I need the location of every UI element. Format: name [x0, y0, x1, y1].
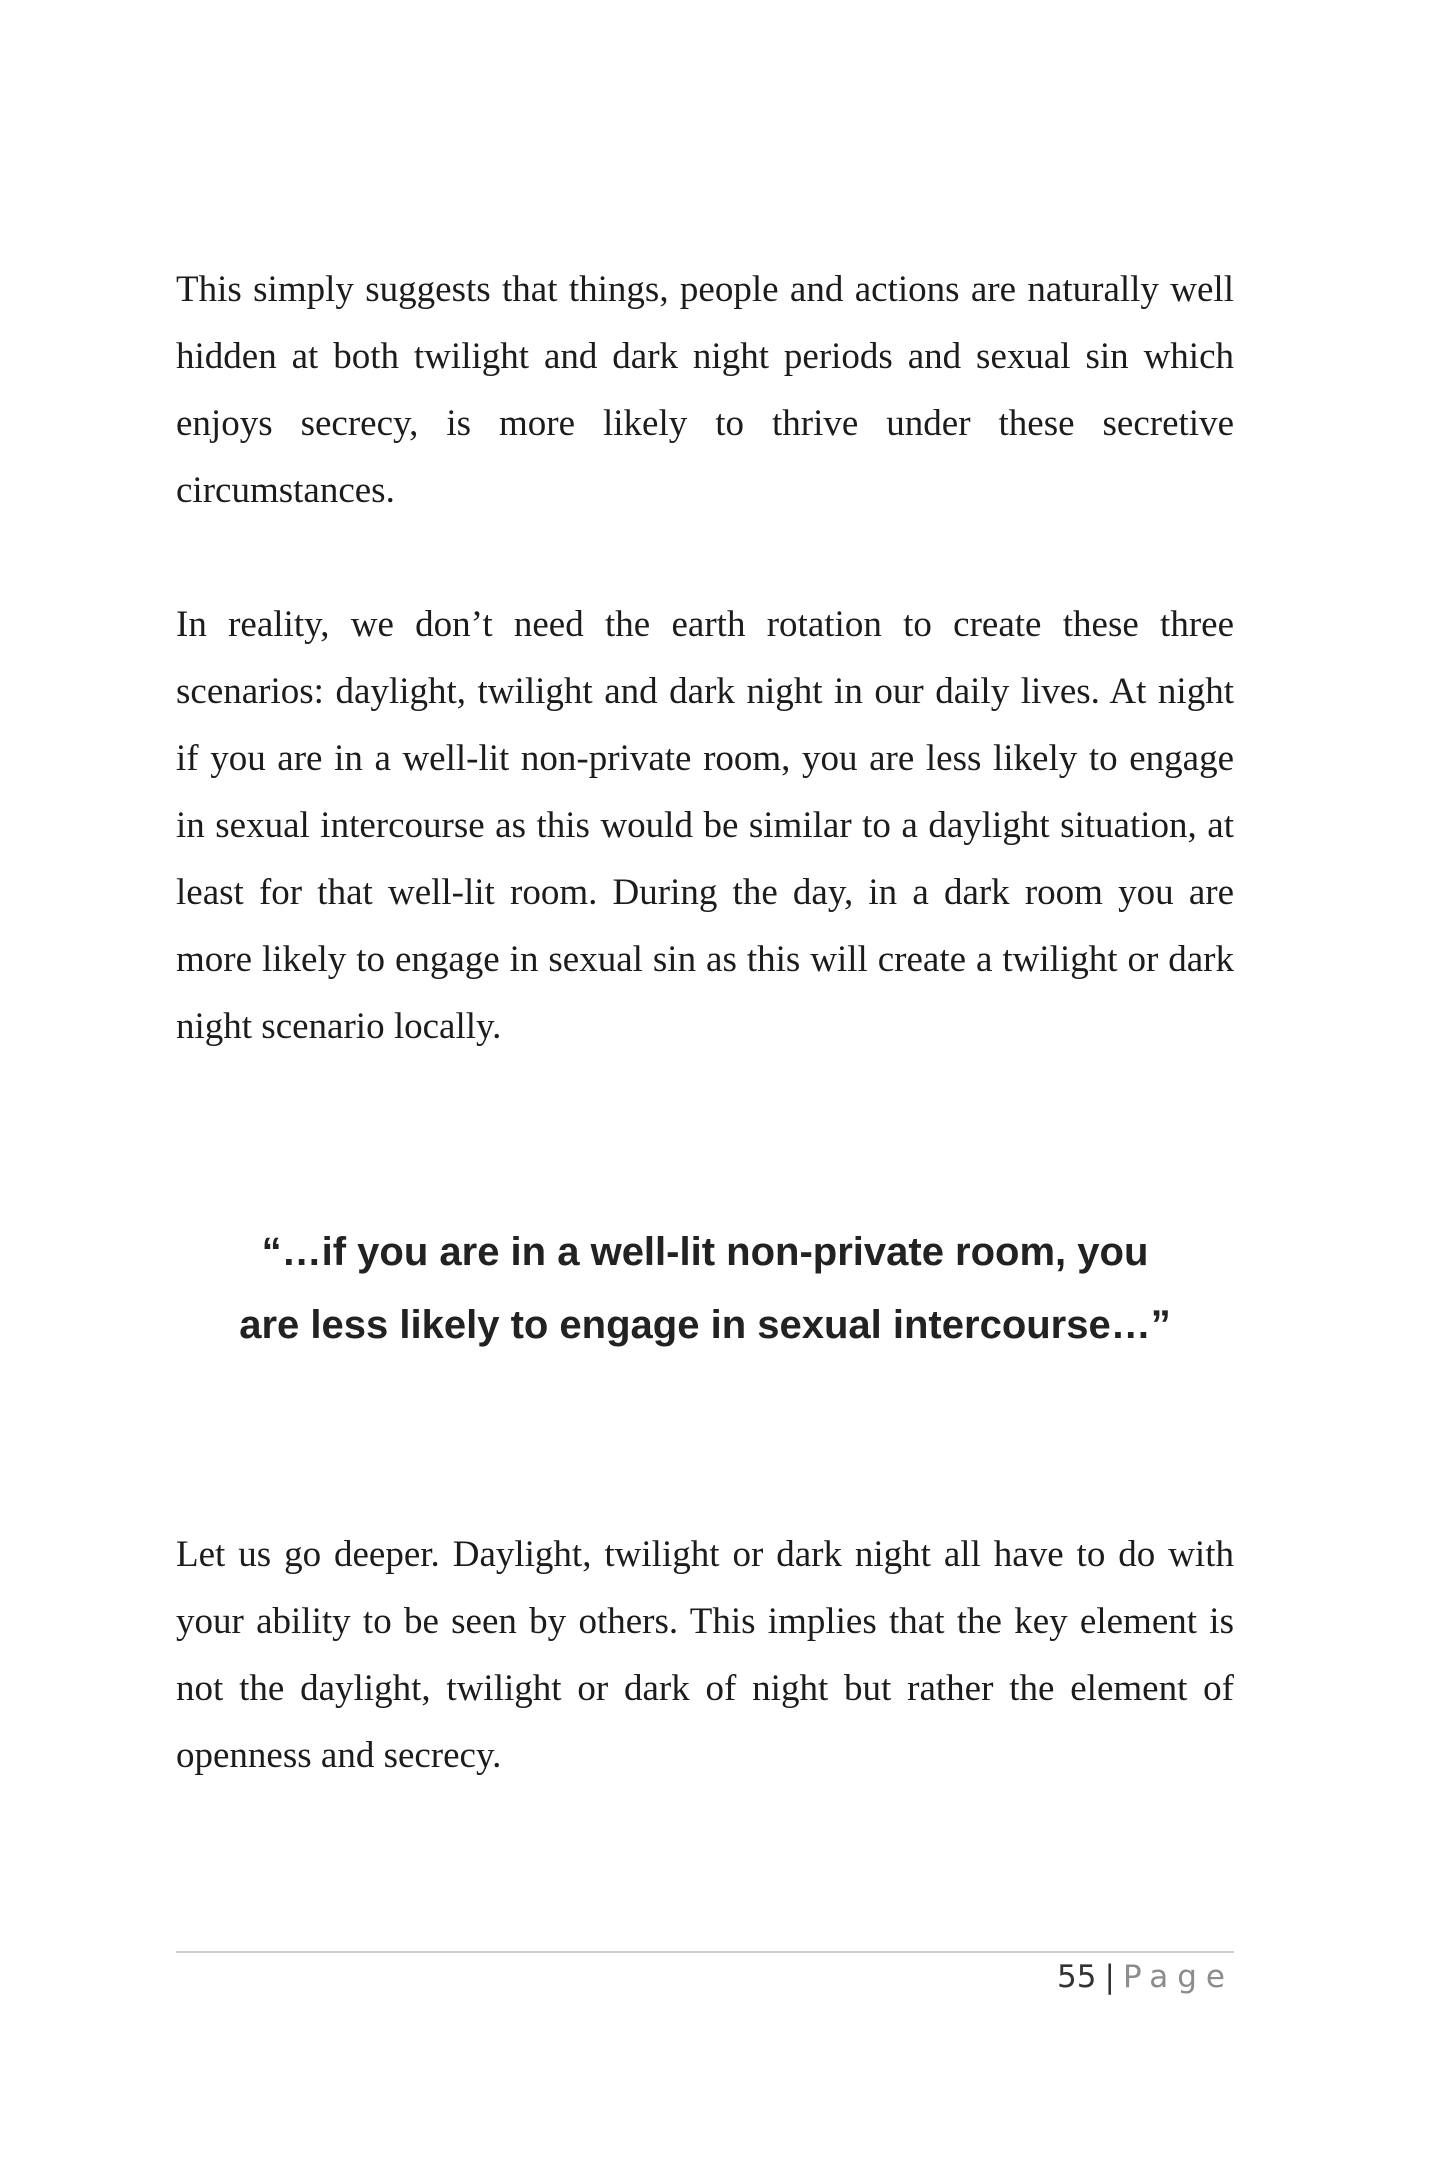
pull-quote-line-1: “…if you are in a well-lit non-private room, you	[261, 1230, 1149, 1274]
footer-divider	[176, 1951, 1234, 1953]
pull-quote	[176, 1216, 1234, 1362]
body-paragraph-3: Let us go deeper. Daylight, twilight or dark night all have to do with your ability to be seen by others. This implies that the key element is not the daylight, twilight or dark of night but rather the element of openness and secrecy.	[176, 1534, 1234, 1776]
body-paragraph-1: This simply suggests that things, people and actions are naturally well hidden at both twilight and dark night periods and sexual sin which enjoys secrecy, is more likely to thrive under these secretive circumstances.	[176, 269, 1234, 511]
body-paragraph-2: In reality, we don’t need the earth rotation to create these three scenarios: daylight, twilight and dark night in our daily lives. At night if you are in a well-lit non-private room, you are less likely to engage in sexual intercourse as this would be similar to a daylight situation, at least for that well-lit room. During the day, in a dark room you are more likely to engage in sexual sin as this will create a twilight or dark night scenario locally.	[176, 604, 1234, 1047]
page-label: Page	[1122, 1959, 1234, 1995]
footer-separator: |	[1104, 1959, 1115, 1995]
page-number: 55	[1057, 1959, 1097, 1995]
page-footer	[1057, 1955, 1234, 1999]
pull-quote-line-2: are less likely to engage in sexual intercourse…”	[239, 1303, 1171, 1347]
